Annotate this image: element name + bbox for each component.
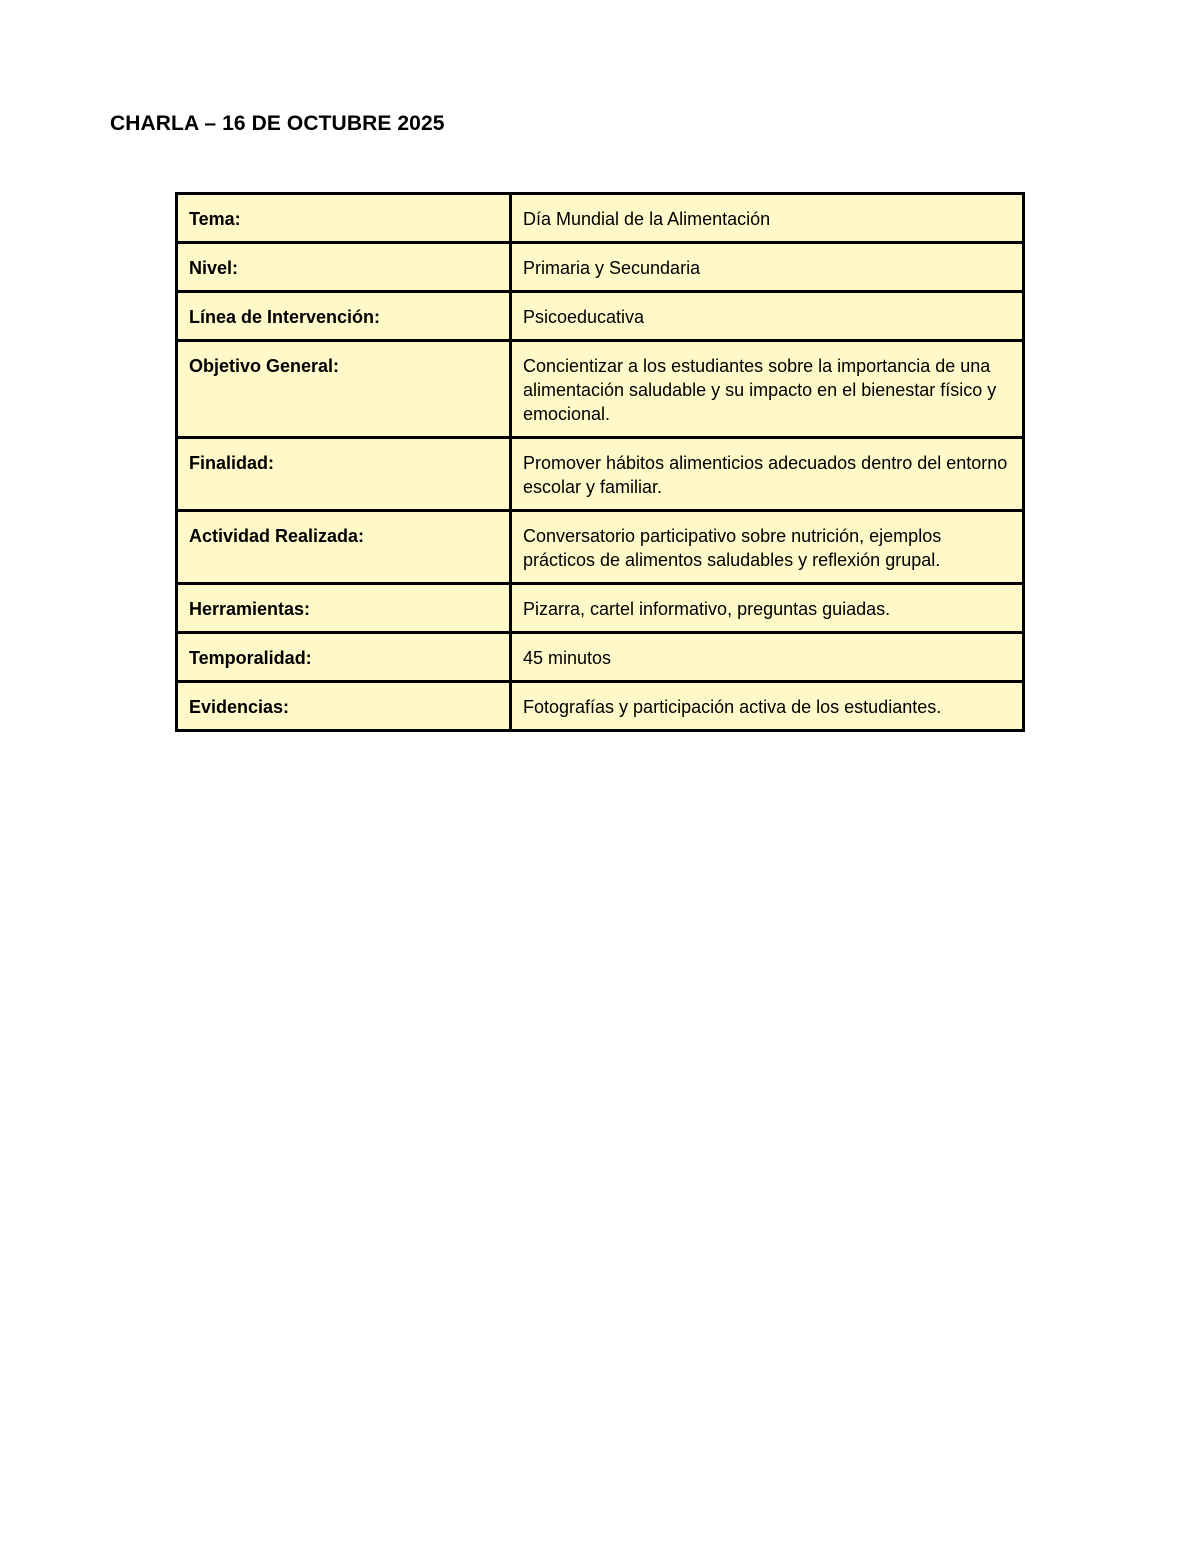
row-label: Temporalidad:	[177, 633, 511, 682]
row-label: Herramientas:	[177, 584, 511, 633]
row-value: Psicoeducativa	[511, 292, 1024, 341]
row-value: Conversatorio participativo sobre nutrición, ejemplos prácticos de alimentos saludables y reflexión grupal.	[511, 511, 1024, 584]
row-label: Línea de Intervención:	[177, 292, 511, 341]
row-value: Concientizar a los estudiantes sobre la importancia de una alimentación saludable y su impacto en el bienestar físico y emocional.	[511, 341, 1024, 438]
table-row-tema	[177, 194, 1024, 243]
row-label: Actividad Realizada:	[177, 511, 511, 584]
table-row-evidencias	[177, 682, 1024, 731]
row-label: Finalidad:	[177, 438, 511, 511]
row-label: Evidencias:	[177, 682, 511, 731]
charla-info-table	[175, 192, 1025, 732]
table-row-objetivo-general	[177, 341, 1024, 438]
table-row-herramientas	[177, 584, 1024, 633]
row-value: Primaria y Secundaria	[511, 243, 1024, 292]
row-label: Objetivo General:	[177, 341, 511, 438]
table-row-temporalidad	[177, 633, 1024, 682]
page-title: CHARLA – 16 DE OCTUBRE 2025	[110, 112, 445, 135]
table-row-linea-intervencion	[177, 292, 1024, 341]
row-value: Día Mundial de la Alimentación	[511, 194, 1024, 243]
row-label: Tema:	[177, 194, 511, 243]
table-row-finalidad	[177, 438, 1024, 511]
table-row-nivel	[177, 243, 1024, 292]
row-value: Fotografías y participación activa de los estudiantes.	[511, 682, 1024, 731]
table-row-actividad-realizada	[177, 511, 1024, 584]
row-value: 45 minutos	[511, 633, 1024, 682]
row-value: Promover hábitos alimenticios adecuados dentro del entorno escolar y familiar.	[511, 438, 1024, 511]
row-label: Nivel:	[177, 243, 511, 292]
row-value: Pizarra, cartel informativo, preguntas guiadas.	[511, 584, 1024, 633]
